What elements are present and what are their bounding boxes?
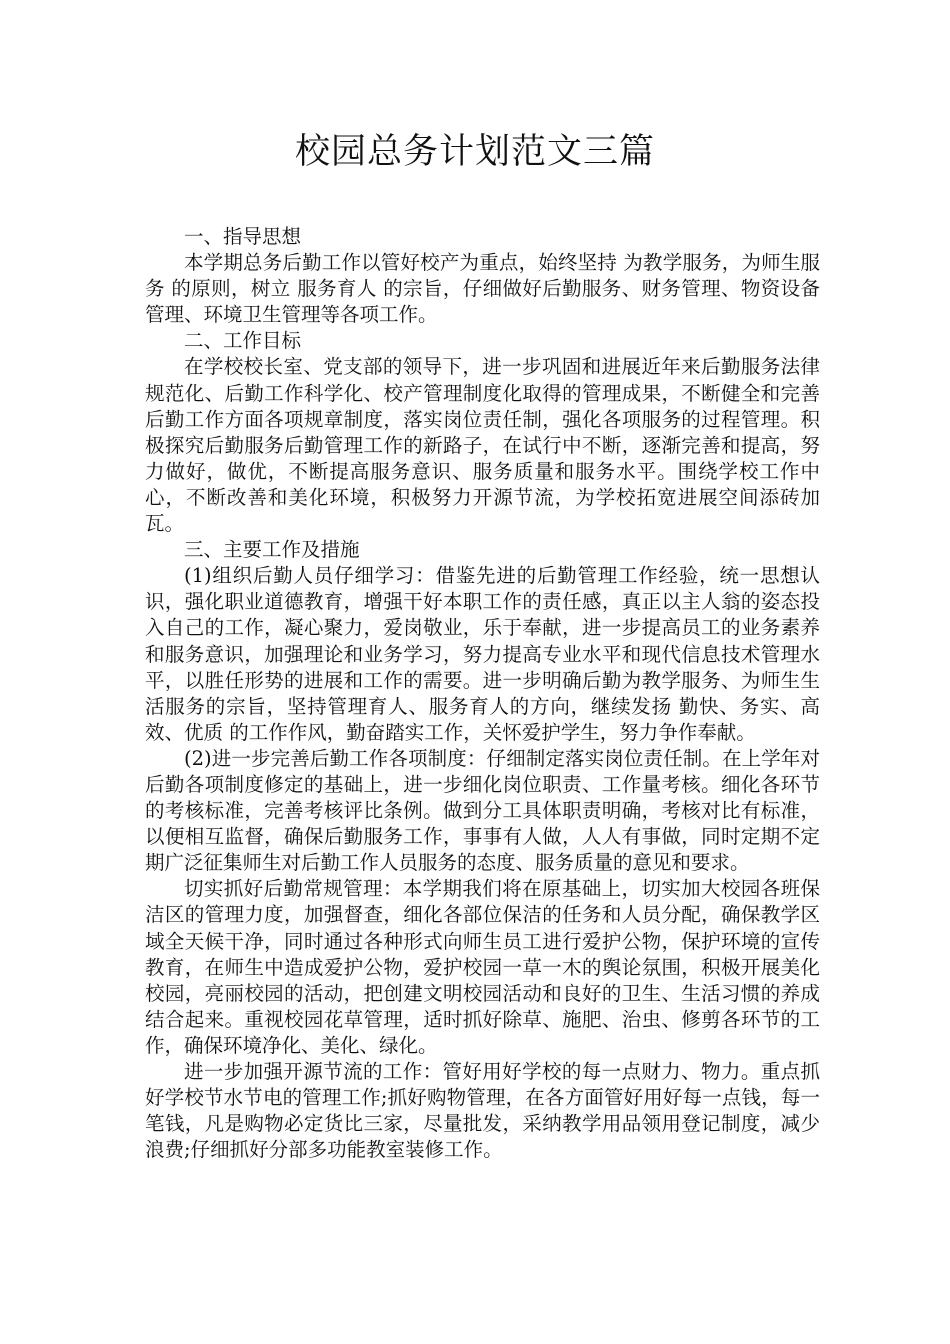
section-heading-main-work: 三、主要工作及措施 [184,538,360,562]
document-body [145,224,820,1163]
section-heading-work-goals: 二、工作目标 [184,329,302,353]
paragraph-staff-study: (1)组织后勤人员仔细学习：借鉴先进的后勤管理工作经验，统一思想认识，强化职业道德教育，增强干好本职工作的责任感，真正以主人翁的姿态投入自己的工作，凝心聚力，爱岗敬业，乐于奉献，进一步提高员工的业务素养和服务意识，加强理论和业务学习，努力提高专业水平和现代信息技术管理水平，以胜任形势的进展和工作的需要。进一步明确后勤为教学服务、为师生生活服务的宗旨，坚持管理育人、服务育人的方向，继续发扬 勤快、务实、高效、优质 的工作作风，勤奋踏实工作，关怀爱护学生，努力争作奉献。 [145,564,820,744]
document-title: 校园总务计划范文三篇 [294,132,655,172]
paragraph-guiding-ideology: 本学期总务后勤工作以管好校产为重点，始终坚持 为教学服务，为师生服务 的原则，树立 服务育人 的宗旨，仔细做好后勤服务、财务管理、物资设备管理、环境卫生管理等各项工作。 [145,251,820,327]
section-heading-guiding-ideology: 一、指导思想 [184,225,302,248]
paragraph-improve-systems: (2)进一步完善后勤工作各项制度：仔细制定落实岗位责任制。在上学年对后勤各项制度修定的基础上，进一步细化岗位职责、工作量考核。细化各环节的考核标准，完善考核评比条例。做到分工具体职责明确，考核对比有标准，以便相互监督，确保后勤服务工作，事事有人做，人人有事做，同时定期不定期广泛征集师生对后勤工作人员服务的态度、服务质量的意见和要求。 [145,746,820,875]
paragraph-cost-saving: 进一步加强开源节流的工作：管好用好学校的每一点财力、物力。重点抓好学校节水节电的管理工作;抓好购物管理，在各方面管好用好每一点钱，每一笔钱，凡是购物必定货比三家，尽量批发，采纳教学用品领用登记制度，减少浪费;仔细抓好分部多功能教室装修工作。 [145,1060,820,1162]
paragraph-work-goals: 在学校校长室、党支部的领导下，进一步巩固和进展近年来后勤服务法律规范化、后勤工作科学化、校产管理制度化取得的管理成果，不断健全和完善后勤工作方面各项规章制度，落实岗位责任制，强化各项服务的过程管理。积极探究后勤服务后勤管理工作的新路子，在试行中不断，逐渐完善和提高，努力做好，做优，不断提高服务意识、服务质量和服务水平。围绕学校工作中心，不断改善和美化环境，积极努力开源节流，为学校拓宽进展空间添砖加瓦。 [145,355,820,536]
paragraph-routine-management: 切实抓好后勤常规管理：本学期我们将在原基础上，切实加大校园各班保洁区的管理力度，加强督查，细化各部位保洁的任务和人员分配，确保教学区域全天候干净，同时通过各种形式向师生员工进行爱护公物，保护环境的宣传教育，在师生中造成爱护公物，爱护校园一草一木的舆论氛围，积极开展美化校园，亮丽校园的活动，把创建文明校园活动和良好的卫生、生活习惯的养成结合起来。重视校园花草管理，适时抓好除草、施肥、治虫、修剪各环节的工作，确保环境净化、美化、绿化。 [145,877,820,1057]
